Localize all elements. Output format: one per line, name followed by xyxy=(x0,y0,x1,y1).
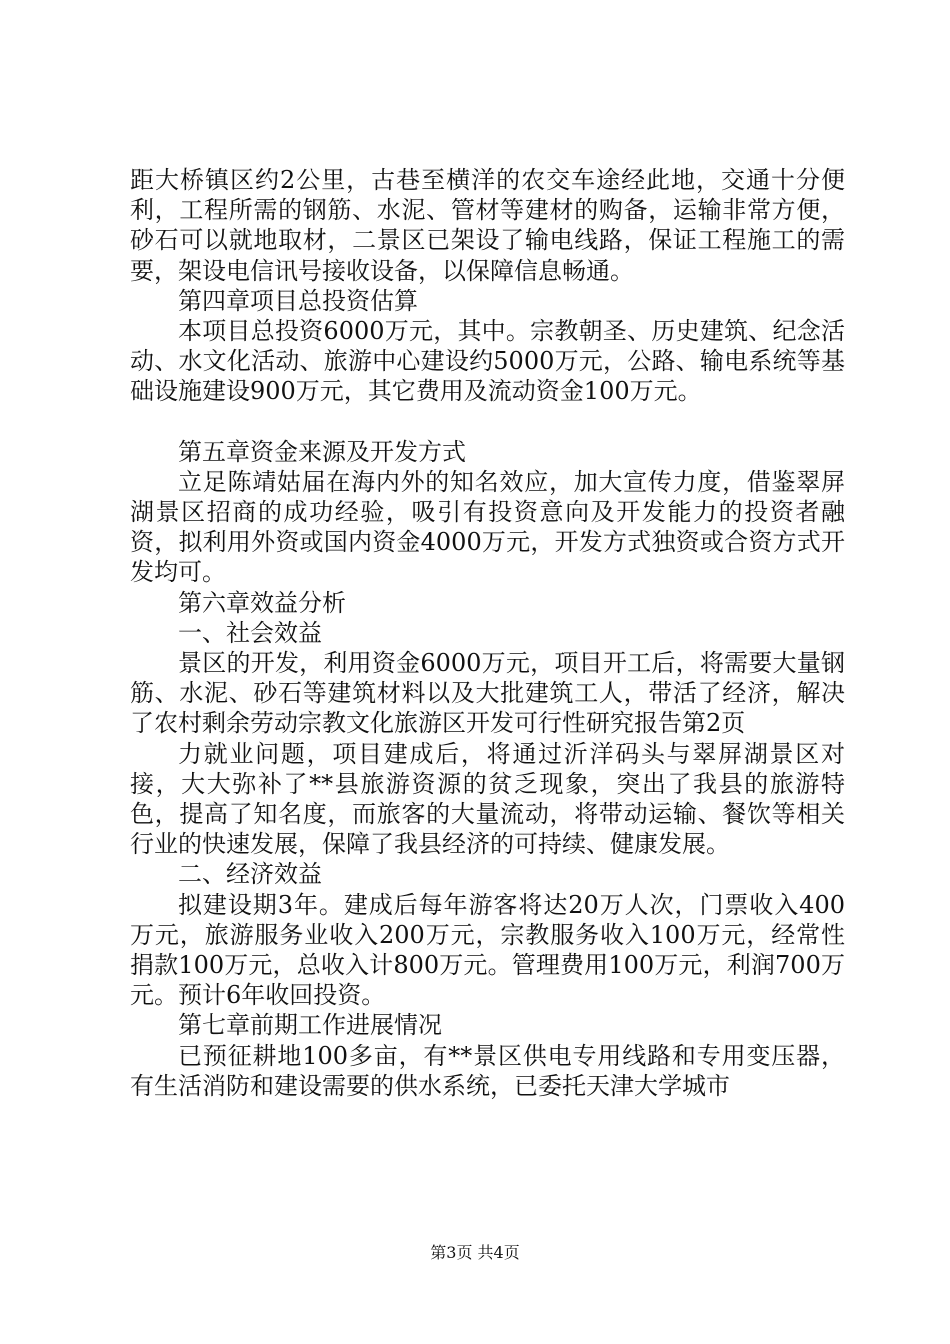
paragraph-transport: 距大桥镇区约2公里，古巷至横洋的农交车途经此地，交通十分便利，工程所需的钢筋、水泥、管材等建材的购备，运输非常方便，砂石可以就地取材，二景区已架设了输电线路，保证工程施工的需要，架设电信讯号接收设备，以保障信息畅通。 xyxy=(130,166,845,285)
heading-chapter-6: 第六章效益分析 xyxy=(178,588,346,617)
paragraph-investment: 本项目总投资6000万元，其中。宗教朝圣、历史建筑、纪念活动、水文化活动、旅游中心建设约5000万元，公路、输电系统等基础设施建设900万元，其它费用及流动资金100万元。 xyxy=(130,317,845,406)
paragraph-funding: 立足陈靖姑届在海内外的知名效应，加大宣传力度，借鉴翠屏湖景区招商的成功经验，吸引有投资意向及开发能力的投资者融资，拟利用外资或国内资金4000万元，开发方式独资或合资方式开发均可。 xyxy=(130,467,845,587)
page-footer: 第3页 共4页 xyxy=(430,1243,520,1262)
paragraph-economic-benefit: 拟建设期3年。建成后每年游客将达20万人次，门票收入400万元，旅游服务业收入200万元，宗教服务收入100万元，经常性捐款100万元，总收入计800万元。管理费用100万元，利润700万元。预计6年收回投资。 xyxy=(130,890,845,1010)
paragraph-progress: 已预征耕地100多亩，有**景区供电专用线路和专用变压器，有生活消防和建设需要的供水系统，已委托天津大学城市 xyxy=(130,1041,845,1100)
paragraph-employment: 力就业问题，项目建成后，将通过沂洋码头与翠屏湖景区对接，大大弥补了**县旅游资源的贫乏现象，突出了我县的旅游特色，提高了知名度，而旅客的大量流动，将带动运输、餐饮等相关行业的快速发展，保障了我县经济的可持续、健康发展。 xyxy=(130,739,845,859)
document-body xyxy=(130,165,845,1101)
heading-chapter-7: 第七章前期工作进展情况 xyxy=(178,1011,442,1040)
heading-chapter-5: 第五章资金来源及开发方式 xyxy=(178,437,466,466)
blank-line xyxy=(130,407,845,437)
paragraph-social-benefit: 景区的开发，利用资金6000万元，项目开工后，将需要大量钢筋、水泥、砂石等建筑材料以及大批建筑工人，带活了经济，解决了农村剩余劳动宗教文化旅游区开发可行性研究报告第2页 xyxy=(130,649,845,738)
heading-economic-benefit: 二、经济效益 xyxy=(178,860,322,889)
heading-chapter-4: 第四章项目总投资估算 xyxy=(178,286,418,315)
heading-social-benefit: 一、社会效益 xyxy=(178,618,322,647)
